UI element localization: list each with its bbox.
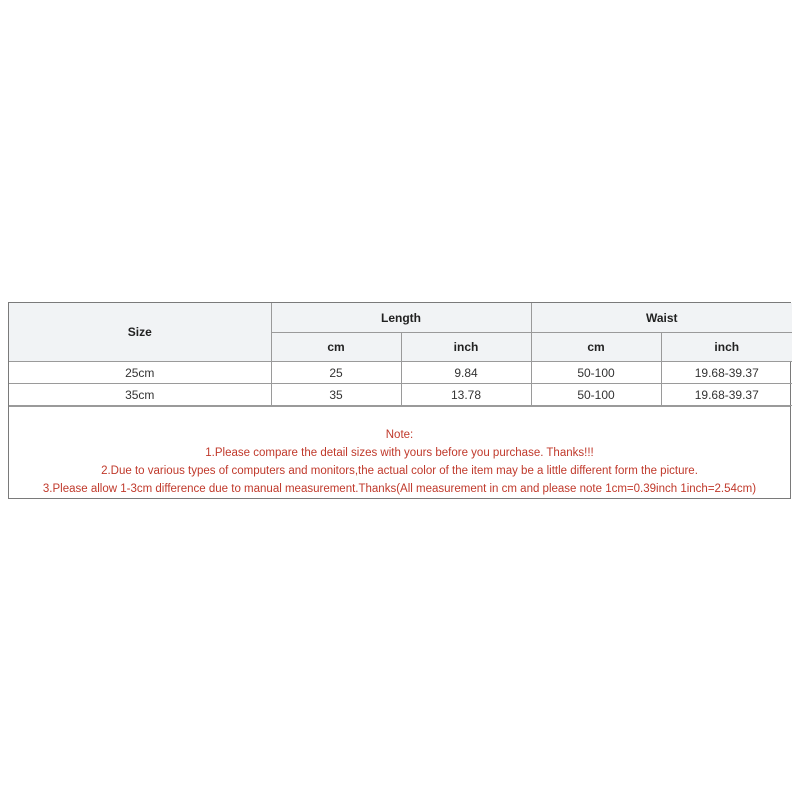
header-length-inch: inch bbox=[401, 333, 531, 362]
cell-length-cm: 35 bbox=[271, 384, 401, 406]
cell-length-inch: 13.78 bbox=[401, 384, 531, 406]
note-line-2: 2.Due to various types of computers and monitors,the actual color of the item may be a little different form the picture. bbox=[101, 465, 698, 477]
notes-title: Note: bbox=[385, 429, 414, 441]
header-length-cm: cm bbox=[271, 333, 401, 362]
size-chart bbox=[8, 302, 791, 499]
cell-waist-cm: 50-100 bbox=[531, 362, 661, 384]
header-waist-cm: cm bbox=[531, 333, 661, 362]
cell-length-inch: 9.84 bbox=[401, 362, 531, 384]
size-table bbox=[9, 303, 792, 406]
header-waist-inch: inch bbox=[661, 333, 792, 362]
header-length: Length bbox=[271, 303, 531, 333]
cell-length-cm: 25 bbox=[271, 362, 401, 384]
header-waist: Waist bbox=[531, 303, 792, 333]
cell-size: 35cm bbox=[9, 384, 271, 406]
note-line-3: 3.Please allow 1-3cm difference due to manual measurement.Thanks(All measurement in cm and please note 1cm=0.39inch 1inch=2.54cm) bbox=[42, 483, 757, 495]
table-row bbox=[9, 362, 792, 384]
cell-waist-inch: 19.68-39.37 bbox=[661, 362, 792, 384]
header-row-main bbox=[9, 303, 792, 333]
notes-panel bbox=[9, 406, 790, 498]
cell-waist-inch: 19.68-39.37 bbox=[661, 384, 792, 406]
header-size: Size bbox=[9, 303, 271, 362]
cell-size: 25cm bbox=[9, 362, 271, 384]
table-row bbox=[9, 384, 792, 406]
cell-waist-cm: 50-100 bbox=[531, 384, 661, 406]
note-line-1: 1.Please compare the detail sizes with yours before you purchase. Thanks!!! bbox=[205, 447, 594, 459]
